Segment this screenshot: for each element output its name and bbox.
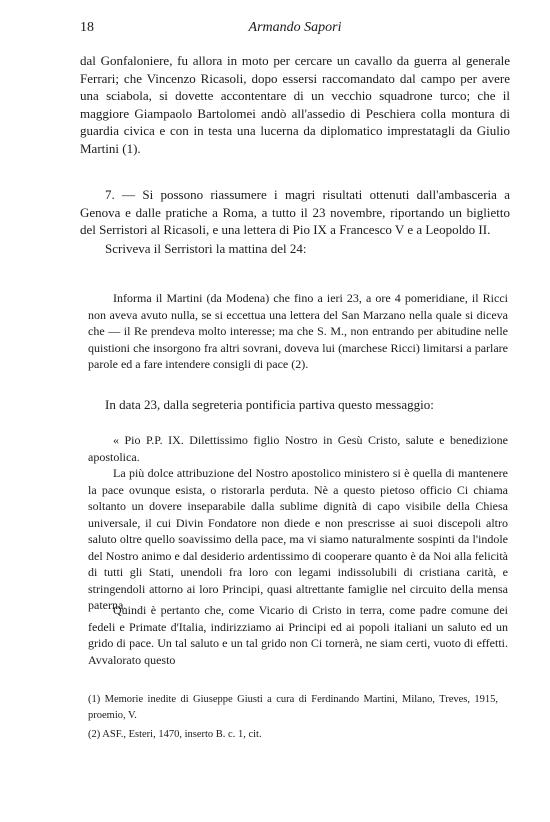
running-head: Armando Sapori bbox=[248, 20, 342, 35]
quote-pio-ix-salutation: « Pio P.P. IX. Dilettissimo figlio Nostro in Gesù Cristo, salute e benedizione apostolica. bbox=[88, 433, 508, 464]
footnote-1: (1) Memorie inedite di Giuseppe Giusti a cura di Ferdinando Martini, Milano, Treves, 1915, proemio, V. bbox=[88, 694, 498, 721]
page-header bbox=[80, 20, 510, 38]
paragraph-segreteria: In data 23, dalla segreteria pontificia partiva questo messaggio: bbox=[105, 397, 434, 412]
paragraph-section-7: 7. — Si possono riassumere i magri risultati ottenuti dall'ambasceria a Genova e dalle pratiche a Roma, a tutto il 23 novembre, riportando un biglietto del Serristori al Ricasoli, e una lettera di Pio IX a Francesco V e a Leopoldo II. bbox=[80, 187, 510, 238]
quote-pio-ix-body-2: Quindi è pertanto che, come Vicario di Cristo in terra, come padre comune dei fedeli e Primate d'Italia, indirizziamo ai Principi ed ai popoli italiani un saluto ed un grido di pace. Un tal saluto e un tal grido non Ci tornerà, ne siam certi, vuoto di effetti. Avvalorato questo bbox=[88, 603, 508, 667]
quote-informa-martini: Informa il Martini (da Modena) che fino a ieri 23, a ore 4 pomeridiane, il Ricci non aveva avuto nulla, se si eccettua una lettera del San Marzano nella quale si diceva che — il Re prendeva molto interesse; ma che S. M., non entrando per abitudine nelle quistioni che insorgono fra altri sovrani, doveva lui (marchese Ricci) limitarsi a parlare parole ed a fare intendere consigli di pace (2). bbox=[88, 291, 508, 371]
paragraph-serristori-intro: Scriveva il Serristori la mattina del 24: bbox=[105, 241, 307, 256]
page-number: 18 bbox=[80, 20, 94, 35]
footnote-2: (2) ASF., Esteri, 1470, inserto B. c. 1, cit. bbox=[88, 729, 262, 740]
paragraph-gonfaloniere: dal Gonfaloniere, fu allora in moto per cercare un cavallo da guerra al generale Ferrari; che Vincenzo Ricasoli, dopo essersi raccomandato dal campo per avere una sciabola, si dovette accontentare di un vecchio squadrone turco; che il maggiore Giampaolo Bartolomei andò all'assedio di Peschiera colla montura di guardia civica e con in testa una lucerna da diplomatico imprestatagli da Giulio Martini (1). bbox=[80, 53, 510, 156]
quote-pio-ix-body-1: La più dolce attribuzione del Nostro apostolico ministero si è quella di mantenere la pace ovunque esista, o ristorarla perduta. Nè a questo pietoso officio Ci chiama soltanto un dovere inseparabile dalla sublime dignità di capo visibile della Chiesa universale, il cui Divin Fondatore non diede e non prescrisse ai suoi discepoli altro saluto oltre quello soavissimo della pace, ma vi siamo naturalmente sospinti da l'indole del Nostro animo e dal desiderio ardentissimo di cooperare quanto è da Noi alla felicità di tutti gli Stati, unendoli fra loro con legami indissolubili di cristiana carità, e stringendoli attorno ai loro Principi, quasi altrettante famiglie nel circuito della mensa paterna. bbox=[88, 466, 508, 612]
